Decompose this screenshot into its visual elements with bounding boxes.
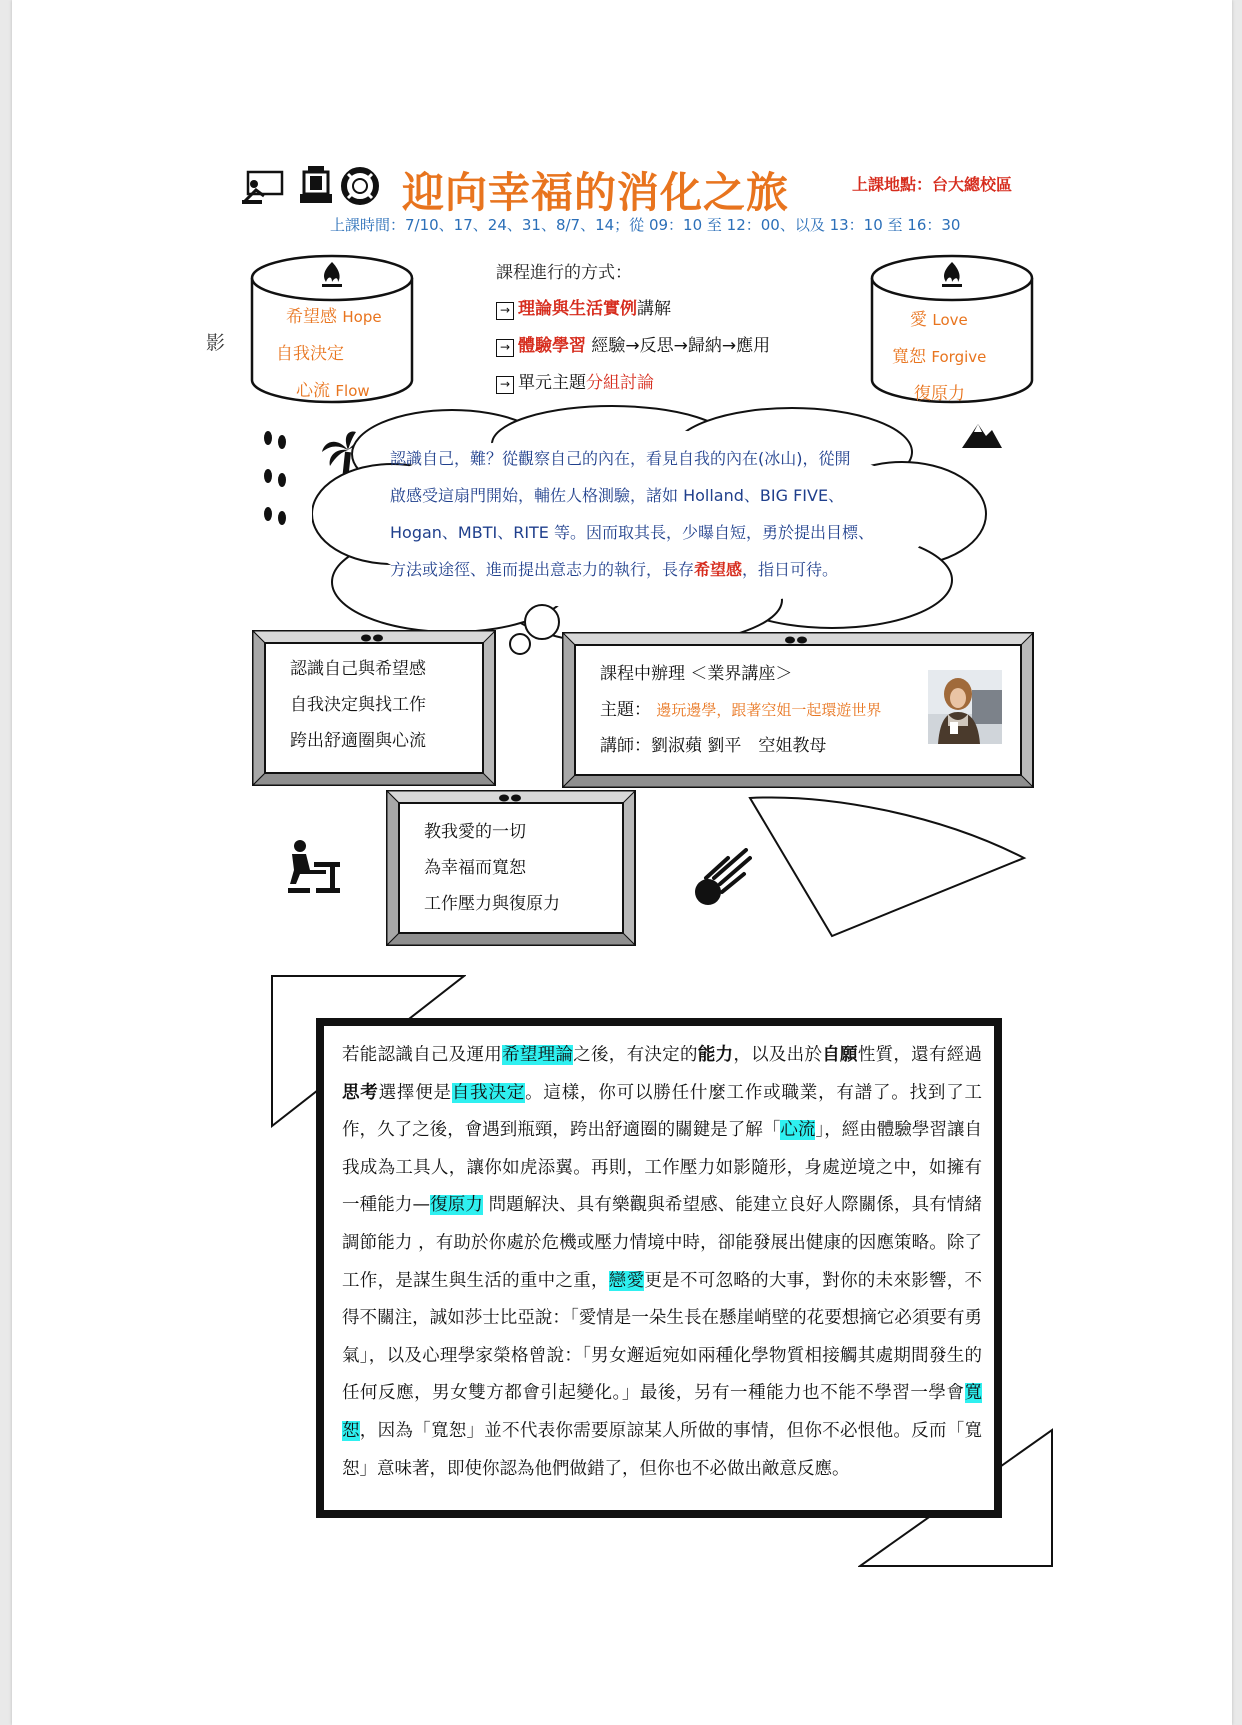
love-label-cn: 愛 — [910, 310, 927, 330]
forgive-label-en: Forgive — [931, 348, 987, 366]
method-item-1-highlight: 理論與生活實例 — [518, 299, 637, 319]
highlight-hope-theory: 希望理論 — [502, 1045, 574, 1065]
unit-item: 工作壓力與復原力 — [424, 894, 560, 914]
arrow-box-icon: → — [496, 302, 514, 320]
wedge-shape — [748, 796, 1028, 938]
hope-highlight: 希望感 — [694, 560, 743, 579]
lecture-speaker: 講師：劉淑蘋 劉平 空姐教母 — [600, 736, 827, 756]
hope-label-cn: 希望感 — [286, 307, 337, 327]
method-item-2-highlight: 體驗學習 — [518, 336, 586, 356]
page-title: 迎向幸福的消化之旅 — [402, 168, 790, 217]
highlight-flow: 心流 — [780, 1120, 816, 1141]
side-character: 影 — [206, 332, 226, 354]
method-item-2 — [496, 331, 770, 357]
lecture-heading: 課程中辦理 ＜業界講座＞ — [600, 664, 793, 684]
cloud-line-1: 認識自己，難？從觀察自己的內在，看見自我的內在(冰山)，從開 — [390, 449, 851, 468]
cloud-text — [390, 440, 940, 588]
cloud-line-4: 方法或途徑、進而提出意志力的執行，長存希望感，指日可待。 — [390, 560, 839, 579]
unit-item: 教我愛的一切 — [424, 822, 526, 842]
methods-heading: 課程進行的方式： — [496, 263, 632, 283]
frame-1-text — [290, 651, 426, 759]
arrow-box-icon: → — [496, 339, 514, 357]
person-at-desk-icon — [286, 840, 342, 894]
class-location: 上課地點：台大總校區 — [852, 175, 1013, 194]
lantern-icon — [300, 166, 332, 203]
hope-label-en: Hope — [342, 308, 382, 326]
method-item-3 — [496, 368, 654, 394]
cloud-line-2: 啟感受這扇門開始，輔佐人格測驗，諸如 Holland、BIG FIVE、 — [390, 486, 845, 505]
header-icons — [242, 162, 382, 208]
flow-label-cn: 心流 — [296, 381, 330, 401]
lecture-topic-value: 邊玩邊學，跟著空姐一起環遊世界 — [656, 701, 882, 719]
speaker-photo — [928, 670, 1002, 744]
lifebuoy-icon — [344, 170, 376, 202]
thought-bubbles — [504, 600, 564, 662]
method-item-1-text: 講解 — [637, 299, 671, 319]
love-label-en: Love — [932, 311, 968, 329]
forgive-label-cn: 寬恕 — [892, 347, 926, 367]
method-item-2-text: 經驗→反思→歸納→應用 — [586, 336, 771, 356]
resilience-label: 復原力 — [914, 384, 965, 404]
unit-item: 跨出舒適圈與心流 — [290, 731, 426, 751]
unit-item: 為幸福而寬恕 — [424, 858, 526, 878]
footprints-icon — [258, 428, 298, 534]
self-determination-label: 自我決定 — [276, 344, 344, 364]
cloud-line-3: Hogan、MBTI、RITE 等。因而取其長，少曝自短，勇於提出目標、 — [390, 523, 875, 542]
class-schedule: 上課時間：7/10、17、24、31、8/7、14；從 09：10 至 12：00、以及 13：10 至 16：30 — [330, 216, 961, 234]
frame-2-text — [600, 656, 881, 764]
highlight-forgive: 寬恕 — [342, 1383, 982, 1441]
unit-item: 認識自己與希望感 — [290, 659, 426, 679]
highlight-romance: 戀愛 — [608, 1270, 645, 1291]
lecture-topic: 主題： 邊玩邊學，跟著空姐一起環遊世界 — [600, 700, 882, 720]
arrow-box-icon: → — [496, 376, 514, 394]
frame-3-text — [424, 814, 560, 922]
method-item-3-highlight: 分組討論 — [586, 373, 654, 393]
method-item-3-text: 單元主題 — [518, 373, 586, 393]
highlight-self-determination: 自我決定 — [451, 1082, 526, 1103]
highlight-resilience: 復原力 — [430, 1195, 483, 1216]
comet-icon — [694, 848, 752, 906]
document-page — [12, 0, 1232, 1725]
flow-label-en: Flow — [335, 382, 370, 400]
essay-text: 若能認識自己及運用希望理論之後，有決定的能力，以及出於自願性質，還有經過思考選擇便是自我決定。這樣，你可以勝任什麼工作或職業，有譜了。找到了工作，久了之後，會遇到瓶頸，跨出舒適圈的關鍵是了解「心流」，經由體驗學習讓自我成為工具人，讓你如虎添翼。再則，工作壓力如影隨形，身處逆境之中，如擁有一種能力—復原力 問題解決、具有樂觀與希望感、能建立良好人際關係，具有情緒調節能力 ，有助於你處於危機或壓力情境中時，卻能發展出健康的因應策略。除了工作，是謀生與生活的重中之重，戀愛更是不可忽略的大事，對你的未來影響，不得不關注，誠如莎士比亞說：「愛情是一朵生長在懸崖峭壁的花要想摘它必須要有勇氣」，以及心理學家榮格曾說：「男女邂逅宛如兩種化學物質相接觸其處期間發生的任何反應，男女雙方都會引起變化。」最後，另有一種能力也不能不學習一學會寬恕，因為「寬恕」並不代表你需要原諒某人所做的事情，但你不必恨他。反而「寬恕」意味著，即使你認為他們做錯了，但你也不必做出敵意反應。 — [342, 1045, 983, 1479]
method-item-1 — [496, 294, 671, 320]
unit-item: 自我決定與找工作 — [290, 695, 426, 715]
presentation-icon — [242, 172, 282, 204]
